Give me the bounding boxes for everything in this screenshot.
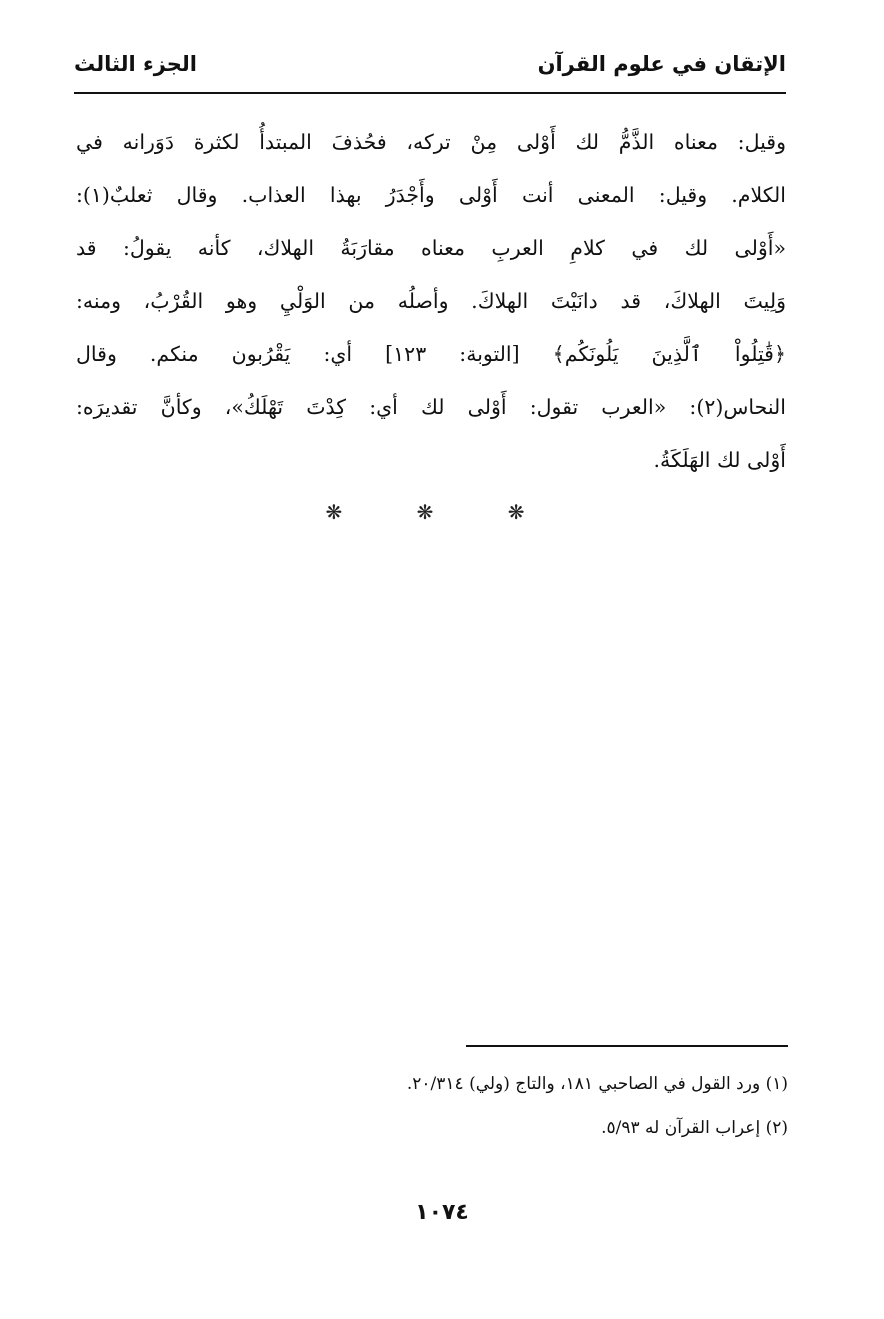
body-line: «أَوْلى لك في كلامِ العربِ معناه مقارَبَةُ الهلاك، كأنه يقولُ: قد [76,236,786,260]
section-separator: ❋ ❋ ❋ [325,500,559,524]
footnotes [188,1062,788,1150]
page-number: ١٠٧٤ [415,1200,469,1225]
page-header [74,46,786,94]
footnote-rule [466,1045,788,1047]
body-line: أَوْلى لك الهَلَكَةُ. [653,448,786,472]
header-rule [74,92,786,94]
body-line: وقيل: معناه الذَّمُّ لك أَوْلى مِنْ تركه، فحُذفَ المبتدأُ لكثرة دَوَرانه في [76,130,786,154]
body-line: النحاس(٢): «العرب تقول: أَوْلى لك أي: كِدْتَ تَهْلَكُ»، وكأنَّ تقديرَه: [76,395,786,419]
body-line: وَلِيتَ الهلاكَ، قد دانَيْتَ الهلاكَ. وأصلُه من الوَلْيِ وهو القُرْبُ، ومنه: [76,289,786,313]
part-label: الجزء الثالث [74,52,197,76]
body-text [76,116,786,487]
footnote-1: (١) ورد القول في الصاحبي ١٨١، والتاج (ولي) ٢٠/٣١٤. [406,1074,788,1094]
body-line: ﴿قَٰتِلُواْ ٱلَّذِينَ يَلُونَكُم﴾ [التوبة: ١٢٣] أي: يَقْرُبون منكم. وقال [76,342,786,366]
body-paragraph [76,116,786,487]
footnote-2: (٢) إعراب القرآن له ٥/٩٣. [601,1118,788,1138]
body-line: الكلام. وقيل: المعنى أنت أَوْلى وأَجْدَرُ بهذا العذاب. وقال ثعلبٌ(١): [76,183,786,207]
book-title: الإتقان في علوم القرآن [537,52,786,76]
